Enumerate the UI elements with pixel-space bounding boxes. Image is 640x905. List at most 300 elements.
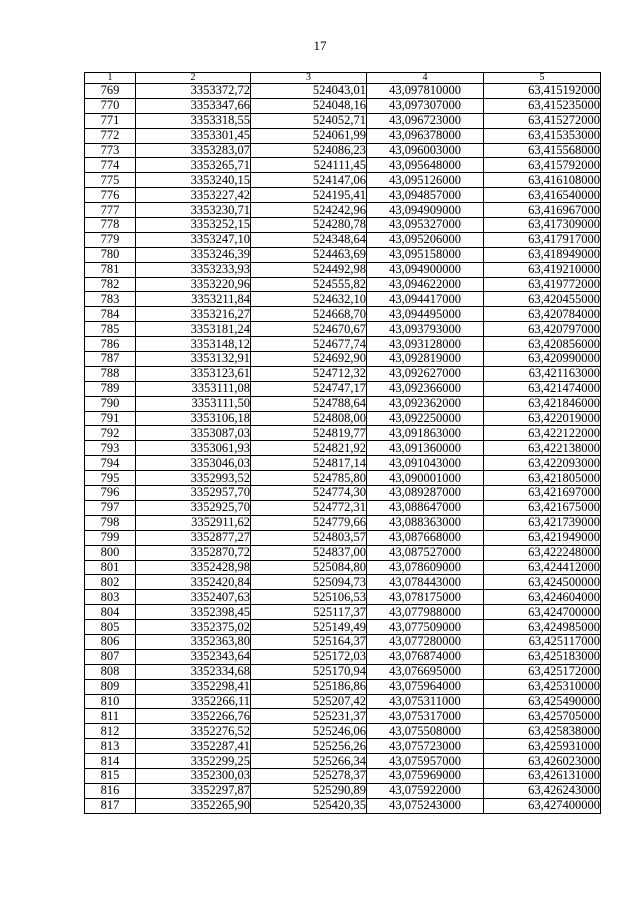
latitude-cell: 43,094909000	[367, 203, 484, 218]
table-row	[85, 352, 601, 367]
y-coordinate-cell: 524348,64	[251, 232, 367, 247]
latitude-cell: 43,097810000	[367, 84, 484, 99]
table-row	[85, 634, 601, 649]
x-coordinate-cell: 3352299,25	[136, 754, 251, 769]
latitude-cell: 43,094857000	[367, 188, 484, 203]
latitude-cell: 43,077988000	[367, 605, 484, 620]
point-number-cell: 806	[85, 634, 136, 649]
latitude-cell: 43,075922000	[367, 783, 484, 798]
latitude-cell: 43,096378000	[367, 128, 484, 143]
point-number-cell: 805	[85, 620, 136, 635]
table-row	[85, 247, 601, 262]
longitude-cell: 63,417917000	[484, 232, 601, 247]
latitude-cell: 43,088647000	[367, 500, 484, 515]
longitude-cell: 63,426023000	[484, 754, 601, 769]
x-coordinate-cell: 3353230,71	[136, 203, 251, 218]
x-coordinate-cell: 3353240,15	[136, 173, 251, 188]
table-row	[85, 783, 601, 798]
longitude-cell: 63,419772000	[484, 277, 601, 292]
point-number-cell: 811	[85, 709, 136, 724]
latitude-cell: 43,088363000	[367, 515, 484, 530]
table-row	[85, 113, 601, 128]
latitude-cell: 43,094900000	[367, 262, 484, 277]
x-coordinate-cell: 3352398,45	[136, 605, 251, 620]
longitude-cell: 63,419210000	[484, 262, 601, 277]
y-coordinate-cell: 525149,49	[251, 620, 367, 635]
x-coordinate-cell: 3353216,27	[136, 307, 251, 322]
point-number-cell: 803	[85, 590, 136, 605]
x-coordinate-cell: 3353181,24	[136, 322, 251, 337]
y-coordinate-cell: 525266,34	[251, 754, 367, 769]
x-coordinate-cell: 3352407,63	[136, 590, 251, 605]
longitude-cell: 63,416967000	[484, 203, 601, 218]
longitude-cell: 63,424985000	[484, 620, 601, 635]
latitude-cell: 43,092627000	[367, 366, 484, 381]
y-coordinate-cell: 525278,37	[251, 768, 367, 783]
x-coordinate-cell: 3353347,66	[136, 98, 251, 113]
point-number-cell: 783	[85, 292, 136, 307]
column-header-2: 2	[136, 73, 251, 84]
table-row	[85, 560, 601, 575]
x-coordinate-cell: 3353087,03	[136, 426, 251, 441]
longitude-cell: 63,416108000	[484, 173, 601, 188]
point-number-cell: 808	[85, 664, 136, 679]
table-row	[85, 545, 601, 560]
x-coordinate-cell: 3353301,45	[136, 128, 251, 143]
y-coordinate-cell: 524779,66	[251, 515, 367, 530]
latitude-cell: 43,075243000	[367, 798, 484, 813]
table-row	[85, 739, 601, 754]
latitude-cell: 43,087527000	[367, 545, 484, 560]
latitude-cell: 43,078443000	[367, 575, 484, 590]
table-row	[85, 366, 601, 381]
y-coordinate-cell: 524712,32	[251, 366, 367, 381]
y-coordinate-cell: 525420,35	[251, 798, 367, 813]
y-coordinate-cell: 524111,45	[251, 158, 367, 173]
point-number-cell: 795	[85, 471, 136, 486]
longitude-cell: 63,425117000	[484, 634, 601, 649]
longitude-cell: 63,422122000	[484, 426, 601, 441]
point-number-cell: 777	[85, 203, 136, 218]
longitude-cell: 63,425931000	[484, 739, 601, 754]
latitude-cell: 43,075317000	[367, 709, 484, 724]
point-number-cell: 772	[85, 128, 136, 143]
longitude-cell: 63,422248000	[484, 545, 601, 560]
x-coordinate-cell: 3353148,12	[136, 337, 251, 352]
point-number-cell: 784	[85, 307, 136, 322]
longitude-cell: 63,417309000	[484, 218, 601, 233]
latitude-cell: 43,075723000	[367, 739, 484, 754]
longitude-cell: 63,421474000	[484, 381, 601, 396]
y-coordinate-cell: 525231,37	[251, 709, 367, 724]
x-coordinate-cell: 3352334,68	[136, 664, 251, 679]
y-coordinate-cell: 525170,94	[251, 664, 367, 679]
y-coordinate-cell: 524670,67	[251, 322, 367, 337]
point-number-cell: 770	[85, 98, 136, 113]
x-coordinate-cell: 3353111,08	[136, 381, 251, 396]
x-coordinate-cell: 3352870,72	[136, 545, 251, 560]
y-coordinate-cell: 525164,37	[251, 634, 367, 649]
point-number-cell: 810	[85, 694, 136, 709]
point-number-cell: 816	[85, 783, 136, 798]
longitude-cell: 63,415792000	[484, 158, 601, 173]
x-coordinate-cell: 3352957,70	[136, 486, 251, 501]
x-coordinate-cell: 3352343,64	[136, 649, 251, 664]
y-coordinate-cell: 524052,71	[251, 113, 367, 128]
table-row	[85, 441, 601, 456]
table-row	[85, 754, 601, 769]
longitude-cell: 63,420990000	[484, 352, 601, 367]
longitude-cell: 63,416540000	[484, 188, 601, 203]
longitude-cell: 63,415235000	[484, 98, 601, 113]
y-coordinate-cell: 524632,10	[251, 292, 367, 307]
x-coordinate-cell: 3352266,11	[136, 694, 251, 709]
table-row	[85, 322, 601, 337]
x-coordinate-cell: 3353061,93	[136, 441, 251, 456]
point-number-cell: 787	[85, 352, 136, 367]
longitude-cell: 63,424604000	[484, 590, 601, 605]
y-coordinate-cell: 524785,80	[251, 471, 367, 486]
longitude-cell: 63,421805000	[484, 471, 601, 486]
latitude-cell: 43,096723000	[367, 113, 484, 128]
y-coordinate-cell: 525186,86	[251, 679, 367, 694]
longitude-cell: 63,424700000	[484, 605, 601, 620]
page-number: 17	[313, 38, 327, 53]
latitude-cell: 43,076874000	[367, 649, 484, 664]
latitude-cell: 43,089287000	[367, 486, 484, 501]
y-coordinate-cell: 524280,78	[251, 218, 367, 233]
point-number-cell: 776	[85, 188, 136, 203]
y-coordinate-cell: 524819,77	[251, 426, 367, 441]
point-number-cell: 791	[85, 411, 136, 426]
point-number-cell: 799	[85, 530, 136, 545]
y-coordinate-cell: 524555,82	[251, 277, 367, 292]
point-number-cell: 812	[85, 724, 136, 739]
y-coordinate-cell: 524774,30	[251, 486, 367, 501]
column-header-1: 1	[85, 73, 136, 84]
y-coordinate-cell: 524668,70	[251, 307, 367, 322]
longitude-cell: 63,425705000	[484, 709, 601, 724]
latitude-cell: 43,095327000	[367, 218, 484, 233]
latitude-cell: 43,094622000	[367, 277, 484, 292]
x-coordinate-cell: 3353046,03	[136, 456, 251, 471]
table-row	[85, 337, 601, 352]
longitude-cell: 63,421739000	[484, 515, 601, 530]
point-number-cell: 793	[85, 441, 136, 456]
x-coordinate-cell: 3353283,07	[136, 143, 251, 158]
point-number-cell: 779	[85, 232, 136, 247]
x-coordinate-cell: 3353252,15	[136, 218, 251, 233]
longitude-cell: 63,426131000	[484, 768, 601, 783]
x-coordinate-cell: 3352911,62	[136, 515, 251, 530]
y-coordinate-cell: 524803,57	[251, 530, 367, 545]
point-number-cell: 794	[85, 456, 136, 471]
table-row	[85, 471, 601, 486]
table-row	[85, 590, 601, 605]
latitude-cell: 43,094495000	[367, 307, 484, 322]
y-coordinate-cell: 524195,41	[251, 188, 367, 203]
point-number-cell: 800	[85, 545, 136, 560]
y-coordinate-cell: 524677,74	[251, 337, 367, 352]
latitude-cell: 43,091863000	[367, 426, 484, 441]
table-row	[85, 128, 601, 143]
x-coordinate-cell: 3352276,52	[136, 724, 251, 739]
point-number-cell: 804	[85, 605, 136, 620]
table-row	[85, 694, 601, 709]
latitude-cell: 43,092362000	[367, 396, 484, 411]
latitude-cell: 43,093793000	[367, 322, 484, 337]
latitude-cell: 43,075508000	[367, 724, 484, 739]
table-row	[85, 232, 601, 247]
y-coordinate-cell: 525084,80	[251, 560, 367, 575]
y-coordinate-cell: 525172,03	[251, 649, 367, 664]
x-coordinate-cell: 3353233,93	[136, 262, 251, 277]
point-number-cell: 798	[85, 515, 136, 530]
x-coordinate-cell: 3353227,42	[136, 188, 251, 203]
y-coordinate-cell: 524821,92	[251, 441, 367, 456]
y-coordinate-cell: 525207,42	[251, 694, 367, 709]
latitude-cell: 43,076695000	[367, 664, 484, 679]
point-number-cell: 797	[85, 500, 136, 515]
y-coordinate-cell: 525117,37	[251, 605, 367, 620]
y-coordinate-cell: 525246,06	[251, 724, 367, 739]
latitude-cell: 43,075311000	[367, 694, 484, 709]
table-row	[85, 456, 601, 471]
x-coordinate-cell: 3353123,61	[136, 366, 251, 381]
point-number-cell: 796	[85, 486, 136, 501]
table-body	[85, 84, 601, 814]
latitude-cell: 43,093128000	[367, 337, 484, 352]
column-header-4: 4	[367, 73, 484, 84]
latitude-cell: 43,097307000	[367, 98, 484, 113]
latitude-cell: 43,095648000	[367, 158, 484, 173]
longitude-cell: 63,421163000	[484, 366, 601, 381]
y-coordinate-cell: 524463,69	[251, 247, 367, 262]
longitude-cell: 63,421675000	[484, 500, 601, 515]
point-number-cell: 774	[85, 158, 136, 173]
table-row	[85, 768, 601, 783]
point-number-cell: 813	[85, 739, 136, 754]
longitude-cell: 63,422138000	[484, 441, 601, 456]
x-coordinate-cell: 3352420,84	[136, 575, 251, 590]
table-row	[85, 277, 601, 292]
table-row	[85, 307, 601, 322]
point-number-cell: 817	[85, 798, 136, 813]
table-row	[85, 143, 601, 158]
table-row	[85, 292, 601, 307]
point-number-cell: 775	[85, 173, 136, 188]
longitude-cell: 63,425172000	[484, 664, 601, 679]
longitude-cell: 63,425490000	[484, 694, 601, 709]
x-coordinate-cell: 3352925,70	[136, 500, 251, 515]
latitude-cell: 43,092366000	[367, 381, 484, 396]
table-row	[85, 188, 601, 203]
latitude-cell: 43,092819000	[367, 352, 484, 367]
longitude-cell: 63,421949000	[484, 530, 601, 545]
table-row	[85, 262, 601, 277]
y-coordinate-cell: 524837,00	[251, 545, 367, 560]
latitude-cell: 43,075957000	[367, 754, 484, 769]
table-row	[85, 664, 601, 679]
x-coordinate-cell: 3352298,41	[136, 679, 251, 694]
longitude-cell: 63,422019000	[484, 411, 601, 426]
y-coordinate-cell: 525290,89	[251, 783, 367, 798]
longitude-cell: 63,426243000	[484, 783, 601, 798]
x-coordinate-cell: 3353318,55	[136, 113, 251, 128]
point-number-cell: 788	[85, 366, 136, 381]
longitude-cell: 63,425183000	[484, 649, 601, 664]
longitude-cell: 63,420856000	[484, 337, 601, 352]
x-coordinate-cell: 3352877,27	[136, 530, 251, 545]
x-coordinate-cell: 3352297,87	[136, 783, 251, 798]
y-coordinate-cell: 524692,90	[251, 352, 367, 367]
point-number-cell: 786	[85, 337, 136, 352]
table-row	[85, 396, 601, 411]
table-row	[85, 158, 601, 173]
latitude-cell: 43,078609000	[367, 560, 484, 575]
x-coordinate-cell: 3352266,76	[136, 709, 251, 724]
table-row	[85, 530, 601, 545]
y-coordinate-cell: 524048,16	[251, 98, 367, 113]
table-row	[85, 620, 601, 635]
point-number-cell: 769	[85, 84, 136, 99]
x-coordinate-cell: 3353246,39	[136, 247, 251, 262]
column-header-5: 5	[484, 73, 601, 84]
y-coordinate-cell: 524808,00	[251, 411, 367, 426]
table-row	[85, 381, 601, 396]
latitude-cell: 43,091043000	[367, 456, 484, 471]
latitude-cell: 43,094417000	[367, 292, 484, 307]
point-number-cell: 781	[85, 262, 136, 277]
latitude-cell: 43,077280000	[367, 634, 484, 649]
point-number-cell: 792	[85, 426, 136, 441]
y-coordinate-cell: 524147,06	[251, 173, 367, 188]
x-coordinate-cell: 3352265,90	[136, 798, 251, 813]
point-number-cell: 801	[85, 560, 136, 575]
table-row	[85, 173, 601, 188]
point-number-cell: 802	[85, 575, 136, 590]
coordinates-table	[84, 72, 601, 814]
table-row	[85, 515, 601, 530]
longitude-cell: 63,425838000	[484, 724, 601, 739]
x-coordinate-cell: 3353211,84	[136, 292, 251, 307]
table-row	[85, 203, 601, 218]
longitude-cell: 63,425310000	[484, 679, 601, 694]
point-number-cell: 771	[85, 113, 136, 128]
header-row	[85, 73, 601, 84]
x-coordinate-cell: 3352375,02	[136, 620, 251, 635]
point-number-cell: 778	[85, 218, 136, 233]
table-row	[85, 411, 601, 426]
longitude-cell: 63,415192000	[484, 84, 601, 99]
table-row	[85, 798, 601, 813]
point-number-cell: 785	[85, 322, 136, 337]
x-coordinate-cell: 3353220,96	[136, 277, 251, 292]
x-coordinate-cell: 3353132,91	[136, 352, 251, 367]
table-row	[85, 679, 601, 694]
latitude-cell: 43,095126000	[367, 173, 484, 188]
latitude-cell: 43,095158000	[367, 247, 484, 262]
longitude-cell: 63,427400000	[484, 798, 601, 813]
x-coordinate-cell: 3352287,41	[136, 739, 251, 754]
y-coordinate-cell: 524043,01	[251, 84, 367, 99]
table-row	[85, 575, 601, 590]
y-coordinate-cell: 524492,98	[251, 262, 367, 277]
longitude-cell: 63,422093000	[484, 456, 601, 471]
x-coordinate-cell: 3352363,80	[136, 634, 251, 649]
y-coordinate-cell: 524772,31	[251, 500, 367, 515]
longitude-cell: 63,424500000	[484, 575, 601, 590]
latitude-cell: 43,077509000	[367, 620, 484, 635]
y-coordinate-cell: 524747,17	[251, 381, 367, 396]
x-coordinate-cell: 3352428,98	[136, 560, 251, 575]
table-row	[85, 649, 601, 664]
latitude-cell: 43,075969000	[367, 768, 484, 783]
table-row	[85, 84, 601, 99]
longitude-cell: 63,418949000	[484, 247, 601, 262]
longitude-cell: 63,415568000	[484, 143, 601, 158]
column-header-3: 3	[251, 73, 367, 84]
x-coordinate-cell: 3353106,18	[136, 411, 251, 426]
y-coordinate-cell: 524086,23	[251, 143, 367, 158]
table-row	[85, 426, 601, 441]
point-number-cell: 814	[85, 754, 136, 769]
y-coordinate-cell: 524242,96	[251, 203, 367, 218]
longitude-cell: 63,421697000	[484, 486, 601, 501]
point-number-cell: 809	[85, 679, 136, 694]
latitude-cell: 43,078175000	[367, 590, 484, 605]
y-coordinate-cell: 524788,64	[251, 396, 367, 411]
y-coordinate-cell: 524817,14	[251, 456, 367, 471]
table-row	[85, 724, 601, 739]
latitude-cell: 43,092250000	[367, 411, 484, 426]
latitude-cell: 43,091360000	[367, 441, 484, 456]
table-row	[85, 500, 601, 515]
x-coordinate-cell: 3352300,03	[136, 768, 251, 783]
table-row	[85, 486, 601, 501]
table-row	[85, 218, 601, 233]
x-coordinate-cell: 3353265,71	[136, 158, 251, 173]
x-coordinate-cell: 3353372,72	[136, 84, 251, 99]
x-coordinate-cell: 3353247,10	[136, 232, 251, 247]
point-number-cell: 790	[85, 396, 136, 411]
longitude-cell: 63,415272000	[484, 113, 601, 128]
longitude-cell: 63,424412000	[484, 560, 601, 575]
y-coordinate-cell: 524061,99	[251, 128, 367, 143]
x-coordinate-cell: 3352993,52	[136, 471, 251, 486]
longitude-cell: 63,421846000	[484, 396, 601, 411]
point-number-cell: 780	[85, 247, 136, 262]
latitude-cell: 43,087668000	[367, 530, 484, 545]
point-number-cell: 773	[85, 143, 136, 158]
table-row	[85, 98, 601, 113]
table-row	[85, 605, 601, 620]
latitude-cell: 43,090001000	[367, 471, 484, 486]
x-coordinate-cell: 3353111,50	[136, 396, 251, 411]
point-number-cell: 815	[85, 768, 136, 783]
latitude-cell: 43,075964000	[367, 679, 484, 694]
longitude-cell: 63,420784000	[484, 307, 601, 322]
point-number-cell: 789	[85, 381, 136, 396]
longitude-cell: 63,420797000	[484, 322, 601, 337]
latitude-cell: 43,096003000	[367, 143, 484, 158]
latitude-cell: 43,095206000	[367, 232, 484, 247]
point-number-cell: 782	[85, 277, 136, 292]
longitude-cell: 63,420455000	[484, 292, 601, 307]
longitude-cell: 63,415353000	[484, 128, 601, 143]
y-coordinate-cell: 525106,53	[251, 590, 367, 605]
point-number-cell: 807	[85, 649, 136, 664]
